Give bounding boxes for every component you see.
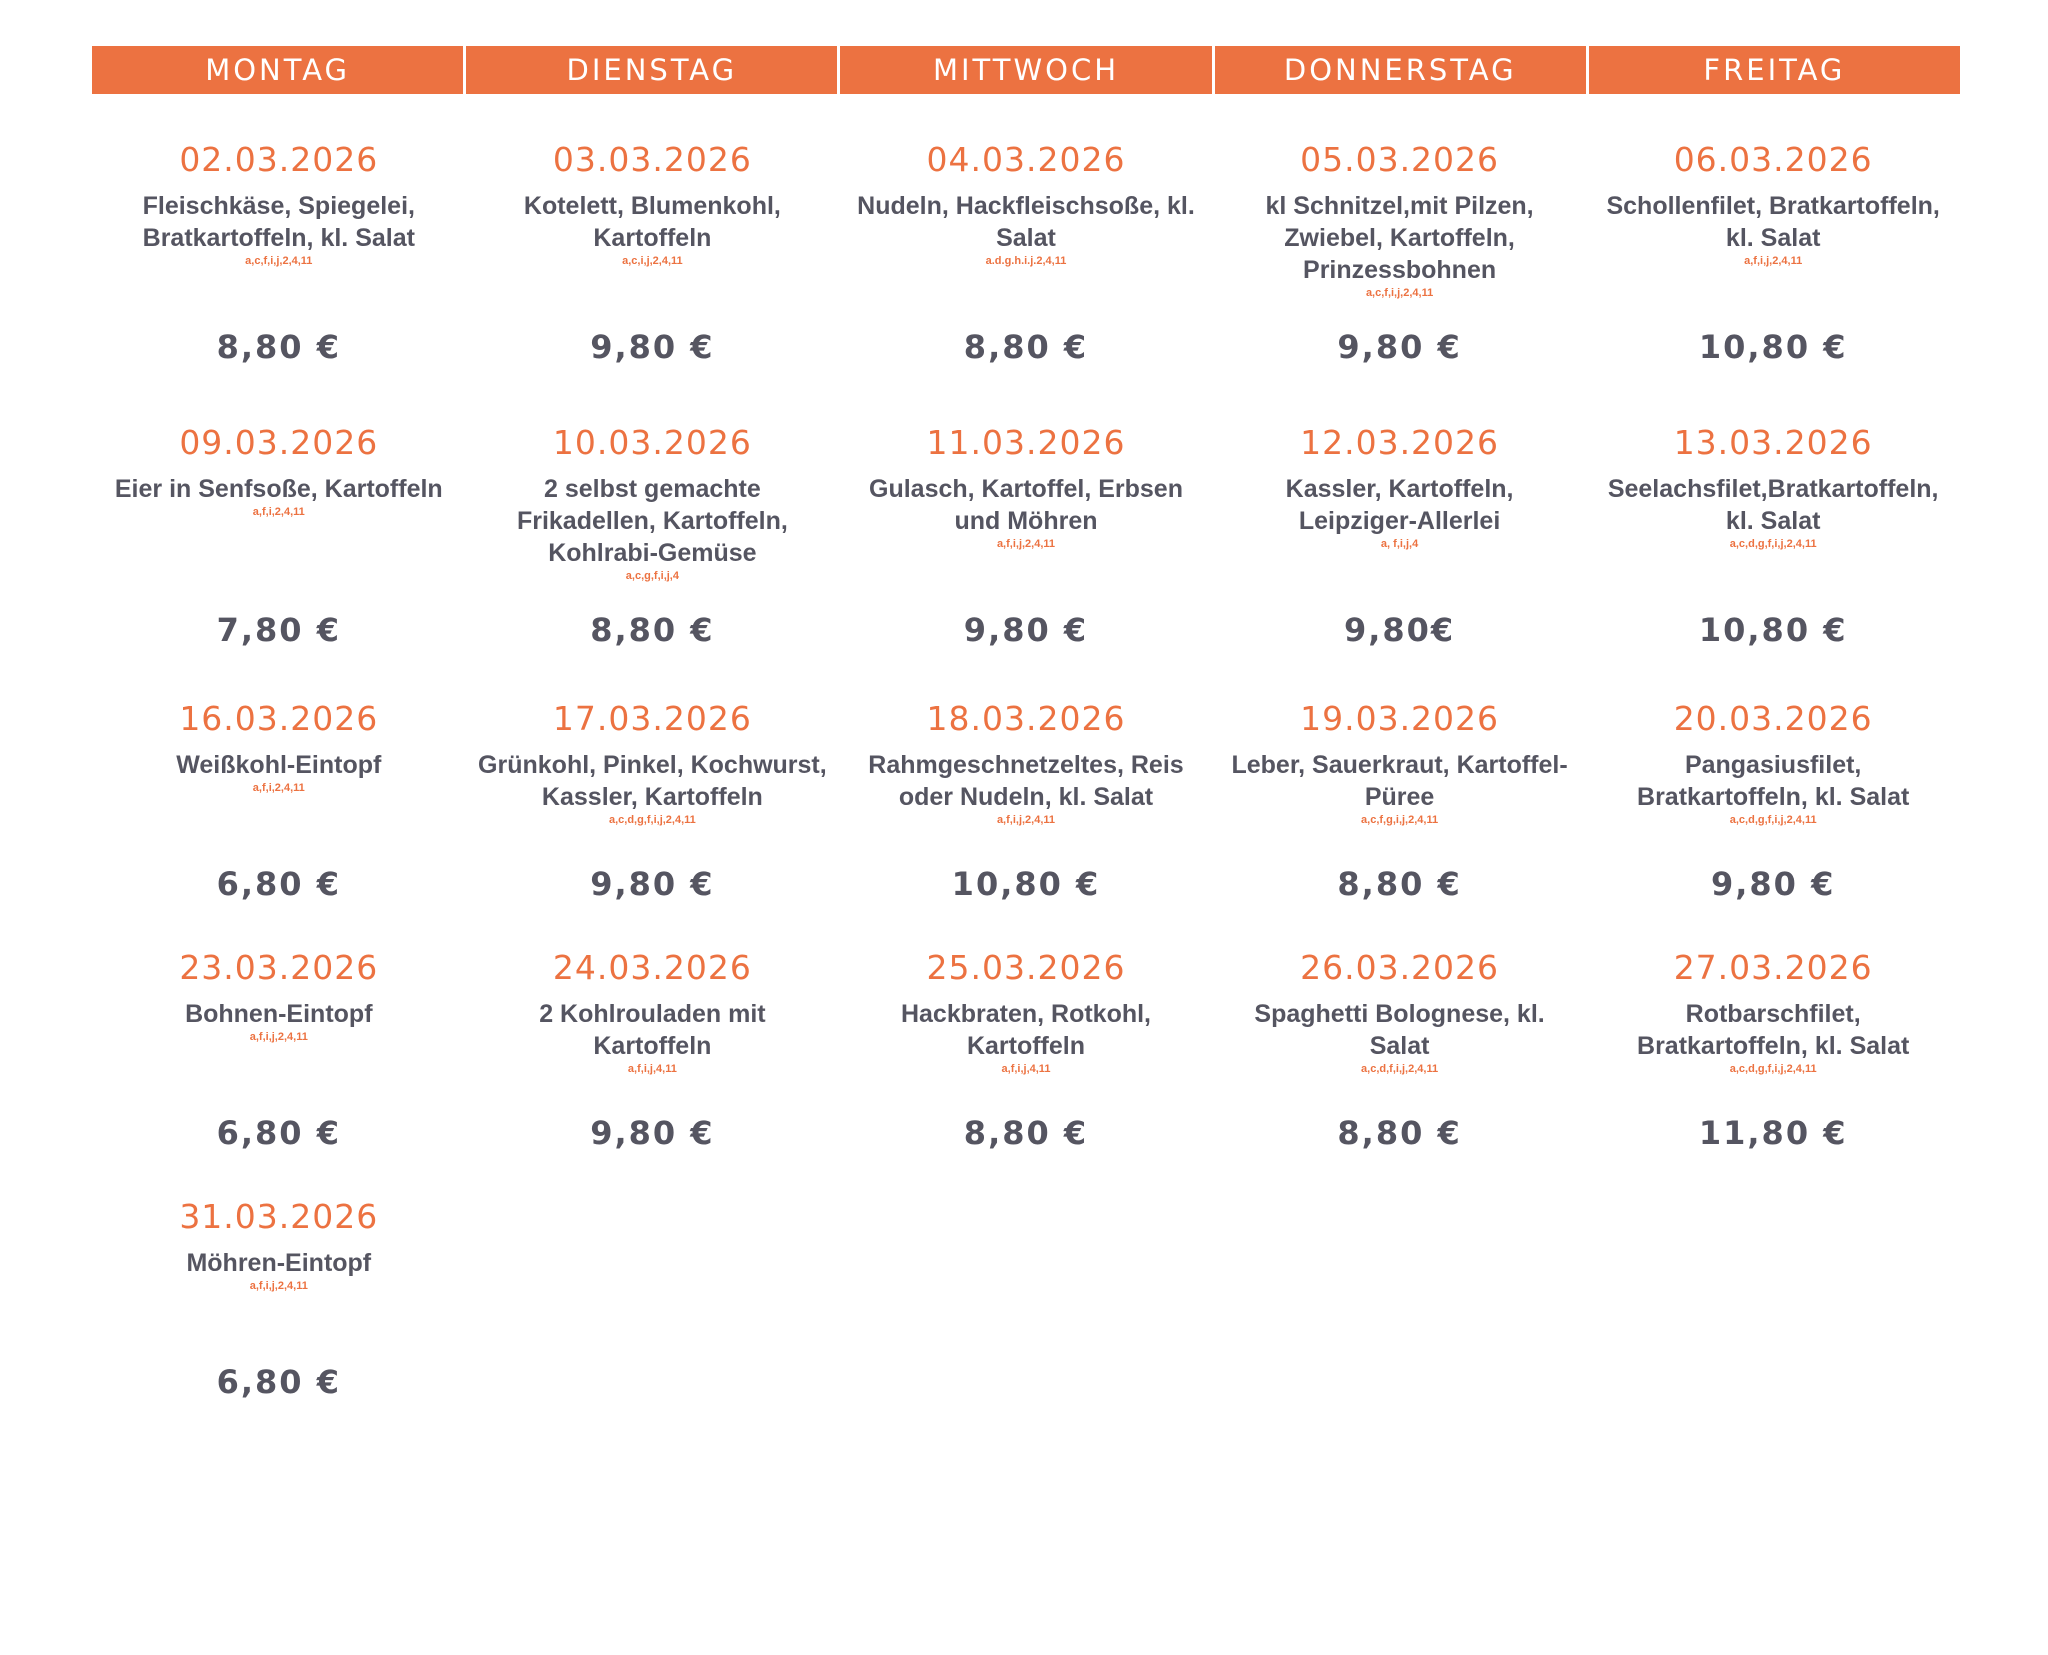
menu-price: 10,80 € [951, 865, 1101, 903]
allergen-codes: a,f,i,j,2,4,11 [996, 814, 1056, 826]
menu-cell [92, 377, 466, 653]
allergen-codes: a,c,d,g,f,i,j,2,4,11 [1729, 538, 1817, 550]
allergen-codes: a,f,i,2,4,11 [252, 782, 305, 794]
menu-price: 9,80€ [1343, 611, 1456, 649]
menu-date: 17.03.2026 [552, 699, 752, 738]
menu-price: 8,80 € [1337, 1114, 1462, 1152]
dish-name: Hackbraten, Rotkohl, Kartoffeln [900, 1000, 1152, 1060]
menu-price: 8,80 € [1337, 865, 1462, 903]
menu-date: 04.03.2026 [926, 140, 1126, 179]
dish-name: 2 selbst gemachte Frikadellen, Kartoffeln, Kohlrabi-Gemüse [516, 475, 788, 567]
menu-date: 23.03.2026 [179, 948, 379, 987]
menu-price: 7,80 € [216, 611, 341, 649]
menu-dish [1225, 998, 1575, 1076]
menu-dish [104, 998, 454, 1044]
dish-name: 2 Kohlrouladen mit Kartoffeln [539, 1000, 766, 1060]
menu-dish [1598, 998, 1948, 1076]
allergen-codes: a,f,i,j,2,4,11 [249, 1031, 308, 1043]
menu-cell [92, 94, 466, 377]
menu-cell [92, 1151, 466, 1411]
menu-price: 9,80 € [590, 328, 715, 366]
dish-name: Pangasiusfilet, Bratkartoffeln, kl. Salat [1637, 751, 1910, 811]
header-tuesday: DIENSTAG [466, 46, 840, 94]
menu-cell [839, 653, 1213, 902]
menu-date: 11.03.2026 [926, 423, 1126, 462]
menu-price: 8,80 € [963, 328, 1089, 366]
allergen-codes: a,c,d,g,f,i,j,2,4,11 [1729, 814, 1817, 826]
dish-name: Möhren-Eintopf [186, 1249, 372, 1277]
menu-price: 9,80 € [590, 1114, 715, 1152]
menu-price: 9,80 € [1710, 865, 1836, 903]
menu-cell [839, 377, 1213, 653]
menu-cell [1213, 902, 1587, 1151]
dish-name: Bohnen-Eintopf [185, 1000, 373, 1028]
menu-date: 20.03.2026 [1673, 699, 1873, 738]
menu-cell [1586, 653, 1960, 902]
menu-cell [839, 902, 1213, 1151]
menu-dish [104, 1247, 454, 1293]
menu-date: 24.03.2026 [552, 948, 752, 987]
allergen-codes: a,f,i,j,4,11 [1001, 1063, 1051, 1075]
menu-date: 12.03.2026 [1300, 423, 1500, 462]
menu-cell [466, 653, 840, 902]
dish-name: Fleischkäse, Spiegelei, Bratkartoffeln, kl. Salat [142, 192, 415, 252]
menu-price: 9,80 € [590, 865, 715, 903]
allergen-codes: a,c,d,g,f,i,j,2,4,11 [1729, 1063, 1817, 1075]
allergen-codes: a,c,f,g,i,j,2,4,11 [1361, 814, 1439, 826]
menu-price: 8,80 € [216, 328, 341, 366]
menu-dish [104, 473, 454, 519]
menu-price: 9,80 € [1337, 328, 1462, 366]
menu-date: 25.03.2026 [926, 948, 1126, 987]
dish-name: kl Schnitzel,mit Pilzen, Zwiebel, Kartoffeln, Prinzessbohnen [1265, 192, 1534, 284]
menu-cell [1586, 377, 1960, 653]
menu-dish [851, 190, 1201, 268]
allergen-codes: a,c,f,i,j,2,4,11 [1365, 287, 1434, 299]
menu-date: 13.03.2026 [1673, 423, 1873, 462]
dish-name: Spaghetti Bolognese, kl. Salat [1254, 1000, 1545, 1060]
menu-date: 19.03.2026 [1300, 699, 1500, 738]
menu-date: 02.03.2026 [179, 140, 379, 179]
allergen-codes: a,c,i,j,2,4,11 [622, 255, 683, 267]
menu-price: 11,80 € [1698, 1114, 1848, 1152]
dish-name: Rotbarschfilet, Bratkartoffeln, kl. Salat [1637, 1000, 1910, 1060]
menu-cell [1586, 94, 1960, 377]
allergen-codes: a,f,i,2,4,11 [252, 506, 305, 518]
allergen-codes: a,c,f,i,j,2,4,11 [245, 255, 313, 267]
allergen-codes: a,c,g,f,i,j,4 [625, 570, 679, 582]
menu-cell [92, 653, 466, 902]
menu-date: 31.03.2026 [179, 1197, 379, 1236]
menu-dish [478, 473, 828, 583]
dish-name: Leber, Sauerkraut, Kartoffel-Püree [1231, 751, 1568, 811]
dish-name: Kotelett, Blumenkohl, Kartoffeln [523, 192, 781, 252]
menu-cell [466, 377, 840, 653]
menu-price: 6,80 € [216, 1114, 341, 1152]
allergen-codes: a,f,i,j,2,4,11 [1744, 255, 1803, 267]
menu-dish [478, 749, 828, 827]
header-friday: FREITAG [1589, 46, 1960, 94]
menu-dish [1225, 190, 1575, 300]
menu-cell [1213, 94, 1587, 377]
week-row [92, 94, 1960, 377]
menu-price: 9,80 € [963, 611, 1089, 649]
allergen-codes: a,c,d,f,i,j,2,4,11 [1361, 1063, 1439, 1075]
allergen-codes: a,f,i,j,4,11 [627, 1063, 677, 1075]
dish-name: Weißkohl-Eintopf [176, 751, 382, 779]
dish-name: Gulasch, Kartoffel, Erbsen und Möhren [869, 475, 1183, 535]
menu-dish [1225, 749, 1575, 827]
week-row [92, 902, 1960, 1151]
menu-date: 27.03.2026 [1673, 948, 1873, 987]
menu-date: 03.03.2026 [552, 140, 752, 179]
menu-dish [1598, 473, 1948, 551]
menu-price: 10,80 € [1698, 611, 1848, 649]
week-row [92, 653, 1960, 902]
menu-date: 26.03.2026 [1300, 948, 1500, 987]
menu-date: 16.03.2026 [179, 699, 379, 738]
menu-grid [92, 94, 1960, 1411]
allergen-codes: a,f,i,j,2,4,11 [249, 1280, 308, 1292]
menu-dish [104, 749, 454, 795]
menu-date: 05.03.2026 [1300, 140, 1500, 179]
header-thursday: DONNERSTAG [1215, 46, 1589, 94]
menu-cell [839, 94, 1213, 377]
menu-date: 09.03.2026 [179, 423, 379, 462]
menu-price: 8,80 € [963, 1114, 1089, 1152]
menu-dish [478, 998, 828, 1076]
menu-date: 06.03.2026 [1673, 140, 1873, 179]
menu-dish [104, 190, 454, 268]
dish-name: Schollenfilet, Bratkartoffeln, kl. Salat [1606, 192, 1940, 252]
allergen-codes: a,c,d,g,f,i,j,2,4,11 [608, 814, 696, 826]
header-monday: MONTAG [92, 46, 466, 94]
menu-cell [1586, 902, 1960, 1151]
menu-dish [1598, 190, 1948, 268]
menu-dish [851, 749, 1201, 827]
week-row [92, 377, 1960, 653]
dish-name: Nudeln, Hackfleischsoße, kl. Salat [857, 192, 1195, 252]
dish-name: Kassler, Kartoffeln, Leipziger-Allerlei [1285, 475, 1514, 535]
menu-date: 18.03.2026 [926, 699, 1126, 738]
menu-dish [478, 190, 828, 268]
menu-cell [92, 902, 466, 1151]
menu-price: 8,80 € [590, 611, 715, 649]
menu-date: 10.03.2026 [552, 423, 752, 462]
menu-cell [466, 94, 840, 377]
menu-price: 6,80 € [216, 1363, 341, 1401]
weekday-header-bar [92, 46, 1960, 94]
dish-name: Grünkohl, Pinkel, Kochwurst, Kassler, Kartoffeln [478, 751, 827, 811]
allergen-codes: a,f,i,j,2,4,11 [996, 538, 1056, 550]
menu-dish [1225, 473, 1575, 551]
allergen-codes: a.d.g.h.i.j.2,4,11 [985, 255, 1067, 267]
menu-dish [851, 473, 1201, 551]
dish-name: Seelachsfilet,Bratkartoffeln, kl. Salat [1607, 475, 1939, 535]
menu-cell [466, 902, 840, 1151]
menu-dish [851, 998, 1201, 1076]
header-wednesday: MITTWOCH [840, 46, 1214, 94]
week-row [92, 1151, 1960, 1411]
dish-name: Eier in Senfsoße, Kartoffeln [114, 475, 443, 503]
allergen-codes: a, f,i,j,4 [1380, 538, 1419, 550]
dish-name: Rahmgeschnetzeltes, Reis oder Nudeln, kl. Salat [868, 751, 1184, 811]
menu-dish [1598, 749, 1948, 827]
menu-price: 6,80 € [216, 865, 341, 903]
menu-cell [1213, 653, 1587, 902]
menu-price: 10,80 € [1698, 328, 1848, 366]
menu-cell [1213, 377, 1587, 653]
